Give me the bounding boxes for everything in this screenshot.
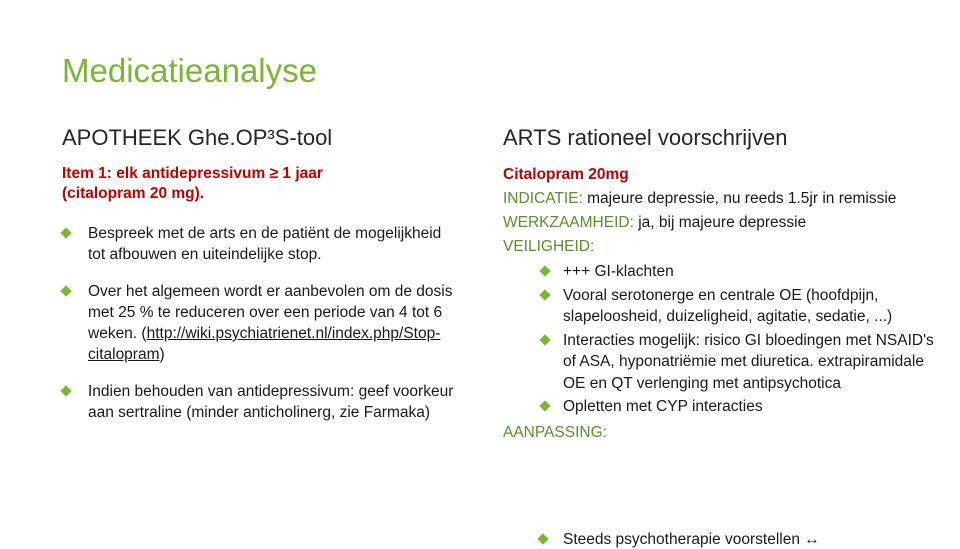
item-lead [62, 164, 457, 204]
left-bullet-list [62, 223, 457, 423]
left-column [62, 164, 457, 423]
slide-title: Medicatieanalyse [62, 52, 317, 89]
list-item: Interacties mogelijk: risico GI bloedingen met NSAID's of ASA, hyponatriëmie met diuretica. extrapiramidale OE en QT verlenging met antipsychotica [539, 330, 948, 395]
diamond-bullet-icon [539, 334, 550, 345]
diamond-bullet-icon [60, 227, 71, 238]
right-column-heading: ARTS rationeel voorschrijven [503, 125, 788, 150]
item-lead-line1: Item 1: elk antidepressivum ≥ 1 jaar [62, 165, 323, 182]
diamond-bullet-icon [60, 385, 71, 396]
list-item: Vooral serotonerge en centrale OE (hoofdpijn, slapeloosheid, duizeligheid, agitatie, sedatie, ...) [539, 285, 948, 328]
bullet-text: Indien behouden van antidepressivum: geef voorkeur aan sertraline (minder anticholinerg, zie Farmaka) [88, 383, 454, 421]
werkzaamheid-line [503, 212, 948, 233]
veiligheid-label: VEILIGHEID: [503, 238, 595, 255]
diamond-bullet-icon [539, 400, 550, 411]
list-item: Opletten met CYP interacties [539, 396, 948, 418]
list-item [62, 223, 457, 265]
aanpassing-label: AANPASSING: [503, 423, 607, 441]
bullet-text-end: ) [159, 346, 165, 363]
list-item [62, 281, 457, 365]
diamond-bullet-icon [60, 285, 71, 296]
list-item [62, 381, 457, 423]
bullet-text: Over het algemeen wordt er aanbevolen om de dosis met 25 % te reduceren over een periode van 4 tot 6 weken. ( [88, 283, 453, 342]
aanpassing-item-partial: Steeds psychotherapie voorstellen ↔ [539, 531, 820, 549]
diamond-bullet-icon [539, 265, 550, 276]
werkzaamheid-text: ja, bij majeure depressie [633, 214, 807, 231]
indicatie-line [503, 188, 948, 209]
bullet-text: Bespreek met de arts en de patiënt de mogelijkheid tot afbouwen en uiteindelijke stop. [88, 225, 442, 263]
item-lead-line2: (citalopram 20 mg). [62, 185, 205, 202]
stop-citalopram-link[interactable]: http://wiki.psychiatrienet.nl/index.php/Stop-citalopram [88, 325, 441, 363]
diamond-bullet-icon [539, 289, 550, 300]
drug-name: Citalopram 20mg [503, 166, 629, 183]
indicatie-label: INDICATIE: [503, 190, 583, 207]
indicatie-text: majeure depressie, nu reeds 1.5jr in remissie [582, 190, 897, 207]
right-column [503, 164, 948, 443]
list-item: +++ GI-klachten [539, 261, 948, 283]
veiligheid-list [503, 261, 948, 418]
werkzaamheid-label: WERKZAAMHEID: [503, 214, 634, 231]
left-column-heading: APOTHEEK Ghe.OP³S-tool [62, 125, 333, 150]
